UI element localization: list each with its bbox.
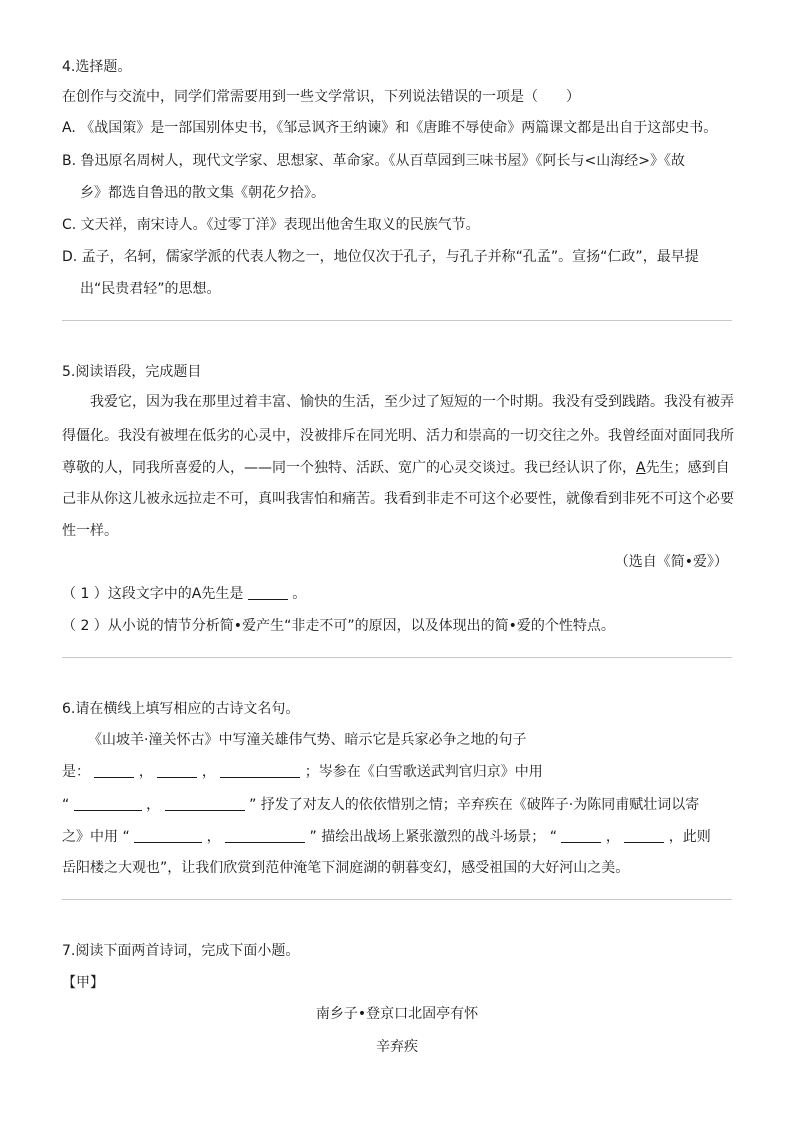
q5-passage-line: 得僵化。我没有被埋在低劣的心灵中，没被排斥在同光明、活力和崇高的一切交往之外。我曾经面对面同我所	[62, 428, 734, 444]
q5-sub1-text: （ 1 ）这段文字中的A先生是	[62, 586, 244, 602]
q5-passage-line	[62, 458, 730, 478]
q5-sub2: （ 2 ）从小说的情节分析简•爱产生“非走不可”的原因，以及体现出的简•爱的个性特点。	[62, 618, 615, 634]
q6-line: 《山坡羊·潼关怀古》中写潼关雄伟气势、暗示它是兵家必争之地的句子	[88, 732, 527, 748]
q6-text: 抒发了对友人的依依惜别之情；辛弃疾在《破阵子·为陈同甫赋壮词以寄	[260, 797, 700, 813]
q6-text: 描绘出战场上紧张激烈的战斗场景；	[321, 829, 546, 845]
q6-text: 是：	[62, 764, 90, 780]
q6-sep: ，	[201, 764, 216, 780]
q4-option-b-cont: 乡》都选自鲁迅的散文集《朝花夕拾》。	[80, 185, 325, 201]
q6-line	[62, 827, 711, 847]
answer-blank[interactable]	[248, 585, 288, 600]
q5-passage-text: 先生；感到自	[645, 460, 730, 476]
q5-sub1-end: 。	[292, 586, 307, 602]
poem-author: 辛弃疾	[376, 1039, 418, 1055]
q6-quote: ”	[309, 829, 317, 845]
q4-option-a[interactable]: A. 《战国策》是一部国别体史书，《邹忌讽齐王纳谏》和《唐雎不辱使命》两篇课文都是出自于这部史书。	[62, 120, 718, 136]
q4-title: 4.选择题。	[62, 59, 132, 75]
answer-blank[interactable]	[220, 763, 300, 778]
q6-title: 6.请在横线上填写相应的古诗文名句。	[62, 701, 300, 717]
q5-source: （选自《简•爱》）	[614, 554, 728, 570]
q6-text: 之》中用	[62, 829, 118, 845]
q6-line: 岳阳楼之大观也”，让我们欣赏到范仲淹笔下洞庭湖的朝暮变幻，感受祖国的大好河山之美。	[62, 860, 630, 876]
answer-blank[interactable]	[165, 796, 245, 811]
q6-sep: ，	[206, 829, 221, 845]
q4-option-b[interactable]: B. 鲁迅原名周树人，现代文学家、思想家、革命家。《从百草园到三味书屋》《阿长与<山海经>》《故	[62, 153, 685, 169]
q6-text: ；岑参在《白雪歌送武判官归京》中用	[304, 764, 543, 780]
q5-title: 5.阅读语段，完成题目	[62, 364, 202, 380]
q4-option-c[interactable]: C. 文天祥，南宋诗人。《过零丁洋》表现出他舍生取义的民族气节。	[62, 217, 480, 233]
q4-option-d[interactable]: D. 孟子，名轲，儒家学派的代表人物之一，地位仅次于孔子，与孔子并称“孔孟”。宣扬“仁政”，最早提	[62, 249, 699, 265]
q7-title: 7.阅读下面两首诗词，完成下面小题。	[62, 943, 300, 959]
q6-line	[62, 795, 699, 815]
q5-passage-line: 性一样。	[62, 523, 118, 539]
divider	[62, 320, 732, 321]
q6-quote: “	[122, 829, 130, 845]
poem-title: 南乡子•登京口北固亭有怀	[315, 1006, 479, 1022]
q6-quote: ”	[249, 797, 257, 813]
answer-blank[interactable]	[225, 828, 305, 843]
divider	[62, 657, 732, 658]
q5-passage-line: 己非从你这儿被永远拉走不可，真叫我害怕和痛苦。我看到非走不可这个必要性，就像看到非死不可这个必要	[62, 491, 734, 507]
answer-blank[interactable]	[157, 763, 197, 778]
answer-blank[interactable]	[134, 828, 202, 843]
divider	[62, 899, 732, 900]
q4-stem: 在创作与交流中，同学们常需要用到一些文学常识，下列说法错误的一项是（ ）	[62, 89, 580, 105]
answer-blank[interactable]	[74, 796, 142, 811]
q6-sep: ，	[146, 797, 161, 813]
q7-tag: 【甲】	[62, 975, 104, 991]
answer-blank[interactable]	[624, 828, 664, 843]
q5-sub1	[62, 584, 306, 604]
q6-text: ，此则	[668, 829, 711, 845]
q5-passage-line: 我爱它，因为我在那里过着丰富、愉快的生活，至少过了短短的一个时期。我没有受到践踏。我没有被弄	[90, 394, 734, 410]
q6-sep: ，	[605, 829, 620, 845]
q6-line	[62, 762, 543, 782]
q6-quote: “	[549, 829, 557, 845]
q5-passage-text: 尊敬的人，同我所喜爱的人，——同一个独特、活跃、宽广的心灵交谈过。我已经认识了你，	[62, 460, 636, 476]
q5-underlined-a: A	[636, 460, 646, 476]
answer-blank[interactable]	[94, 763, 134, 778]
q6-sep: ，	[138, 764, 153, 780]
q6-quote: “	[62, 797, 70, 813]
answer-blank[interactable]	[561, 828, 601, 843]
q4-option-d-cont: 出“民贵君轻”的思想。	[80, 281, 221, 297]
